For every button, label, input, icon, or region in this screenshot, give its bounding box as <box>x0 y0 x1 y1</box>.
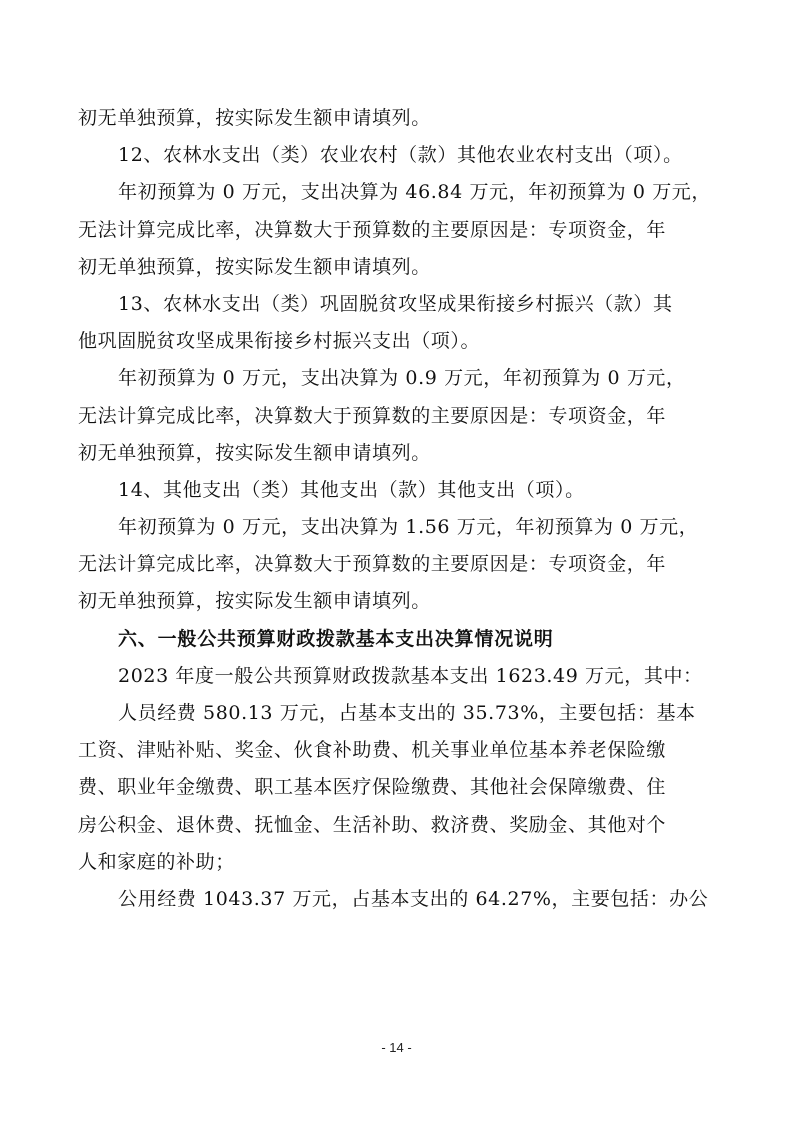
paragraph-line: 初无单独预算，按实际发生额申请填列。 <box>78 441 431 464</box>
document-body <box>78 100 718 918</box>
paragraph-line: 初无单独预算，按实际发生额申请填列。 <box>78 107 431 129</box>
paragraph-line: 无法计算完成比率，决算数大于预算数的主要原因是：专项资金，年 <box>78 404 667 427</box>
paragraph-line: 无法计算完成比率，决算数大于预算数的主要原因是：专项资金，年 <box>78 553 667 576</box>
paragraph-line: 年初预算为 0 万元，支出决算为 0.9 万元，年初预算为 0 万元， <box>118 367 686 390</box>
paragraph-line: 他巩固脱贫攻坚成果衔接乡村振兴支出（项）。 <box>78 330 481 353</box>
paragraph-line: 无法计算完成比率，决算数大于预算数的主要原因是：专项资金，年 <box>78 218 667 241</box>
paragraph-line: 年初预算为 0 万元，支出决算为 1.56 万元，年初预算为 0 万元， <box>118 516 699 539</box>
paragraph-line: 初无单独预算，按实际发生额申请填列。 <box>78 255 431 278</box>
section-item-13: 13、农林水支出（类）巩固脱贫攻坚成果衔接乡村振兴（款）其 <box>118 292 673 315</box>
paragraph-line: 人和家庭的补助； <box>78 850 235 873</box>
paragraph-line: 公用经费 1043.37 万元，占基本支出的 64.27%，主要包括：办公 <box>118 887 709 910</box>
paragraph-line: 初无单独预算，按实际发生额申请填列。 <box>78 590 431 613</box>
section-item-14: 14、其他支出（类）其他支出（款）其他支出（项）。 <box>118 478 585 501</box>
paragraph-line: 费、职业年金缴费、职工基本医疗保险缴费、其他社会保障缴费、住 <box>78 776 667 799</box>
section-item-12: 12、农林水支出（类）农业农村（款）其他农业农村支出（项）。 <box>118 144 683 167</box>
paragraph-line: 房公积金、退休费、抚恤金、生活补助、救济费、奖励金、其他对个 <box>78 813 667 836</box>
section-heading: 六、一般公共预算财政拨款基本支出决算情况说明 <box>118 627 554 650</box>
paragraph-line: 工资、津贴补贴、奖金、伙食补助费、机关事业单位基本养老保险缴 <box>78 739 667 762</box>
paragraph-line: 年初预算为 0 万元，支出决算为 46.84 万元，年初预算为 0 万元， <box>118 181 712 204</box>
paragraph-line: 人员经费 580.13 万元，占基本支出的 35.73%，主要包括：基本 <box>118 702 696 724</box>
paragraph-line: 2023 年度一般公共预算财政拨款基本支出 1623.49 万元，其中： <box>118 664 703 687</box>
page-number: - 14 - <box>381 1040 412 1055</box>
